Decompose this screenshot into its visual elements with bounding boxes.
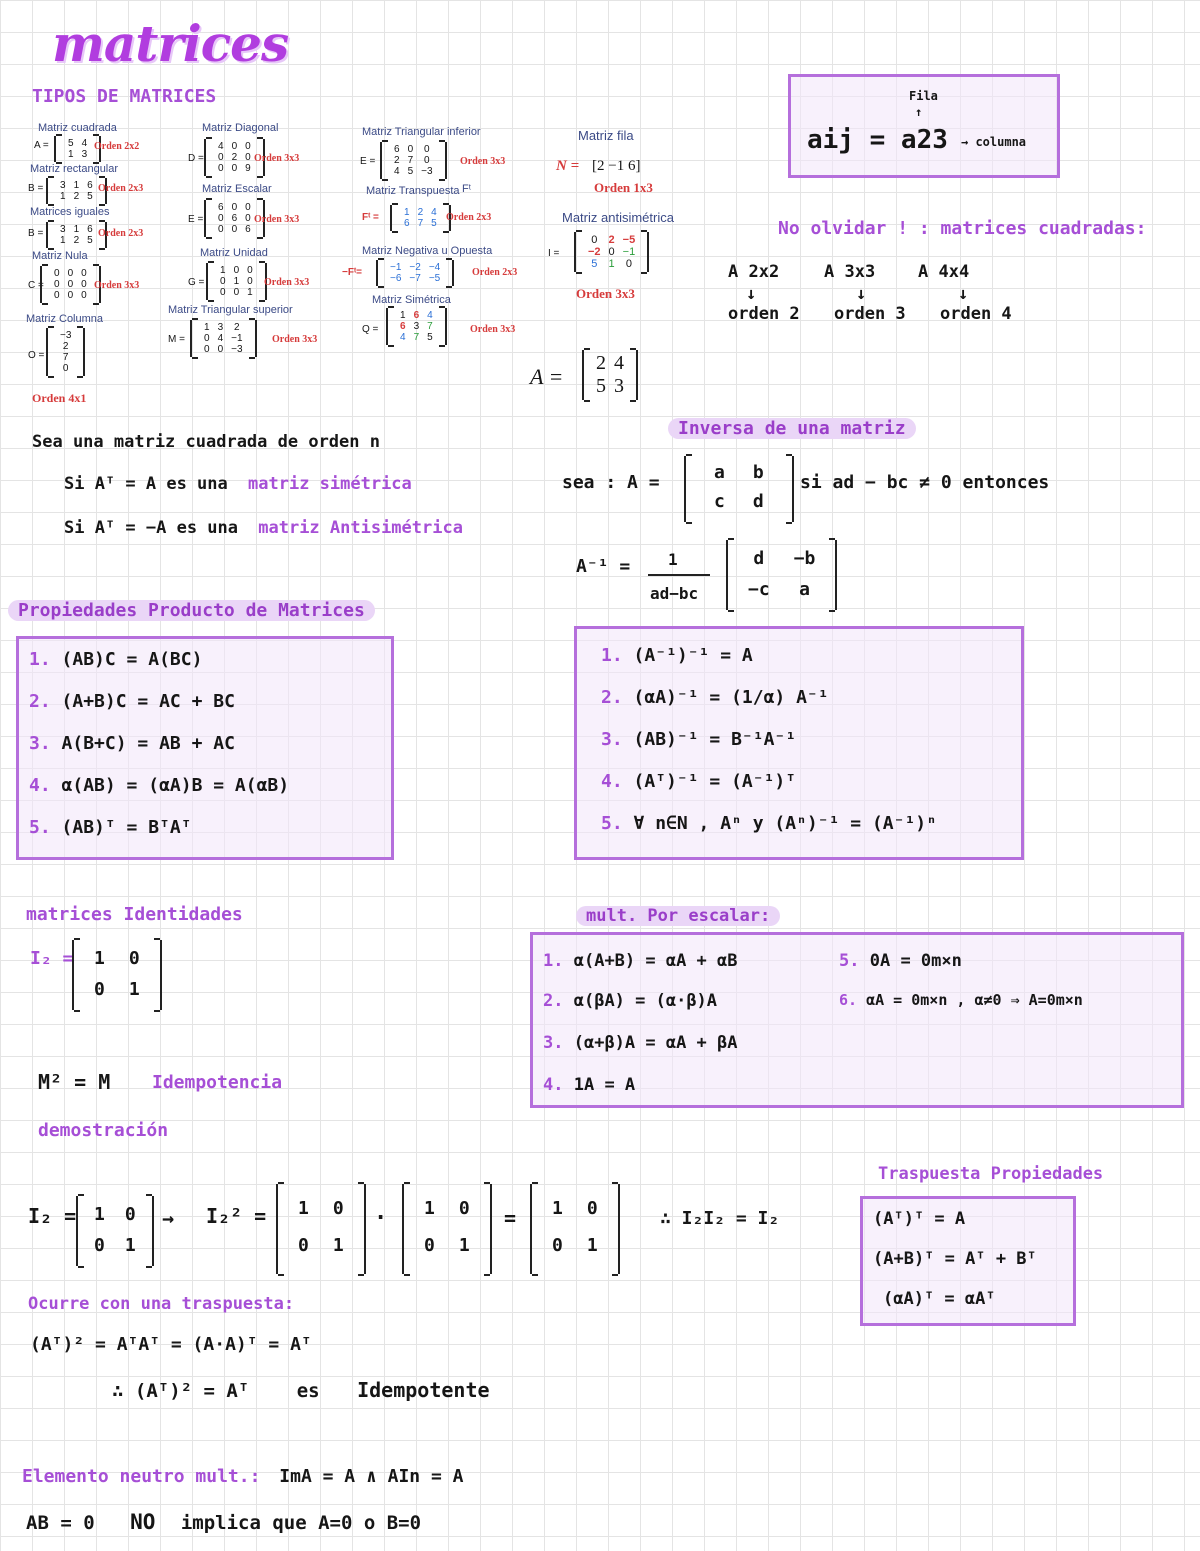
type-label-unidad: Matriz Unidad: [200, 247, 268, 259]
example-a-matrix: 2 4 5 3: [582, 350, 638, 400]
arrow-down-icon: ↓: [746, 284, 757, 304]
order-iguales: Orden 2x3: [98, 228, 144, 239]
inverse-sea: sea : A =: [562, 472, 660, 493]
order-tri-inf: Orden 3x3: [460, 156, 506, 167]
square-order-2: orden 2: [728, 304, 800, 324]
inverse-prop-1: 1. (A⁻¹)⁻¹ = A: [601, 645, 753, 666]
demo-equals: =: [504, 1206, 517, 1230]
type-name-antisimetrica: I =: [548, 248, 560, 259]
symmetric-line-3: [64, 518, 463, 538]
arrow-down-icon: ↓: [856, 284, 867, 304]
order-escalar: Orden 3x3: [254, 214, 300, 225]
matrix-escalar: 6 0 0 0 6 0 0 0 6: [204, 200, 265, 237]
square-order-4: orden 4: [940, 304, 1012, 324]
order-transpuesta: Orden 2x3: [446, 212, 492, 223]
matrix-iguales: 3 1 6 1 2 5: [46, 222, 107, 248]
neutral-element: [22, 1466, 464, 1487]
type-name-cuadrada: A =: [34, 140, 49, 151]
demo-label: demostración: [38, 1120, 169, 1141]
demo-i2: I₂ =: [28, 1204, 77, 1228]
matrix-negativa: −1 −2 −4 −6 −7 −5: [376, 260, 454, 286]
matrix-rectangular: 3 1 6 1 2 5: [46, 178, 107, 204]
fraction-bar: [648, 574, 710, 576]
demo-i2-squared: I₂² =: [206, 1204, 267, 1228]
type-name-simetrica: Q =: [362, 324, 379, 335]
symmetric-term: matriz simétrica: [248, 474, 412, 494]
type-label-escalar: Matriz Escalar: [202, 183, 272, 195]
product-prop-2: 2. (A+B)C = AC + BC: [29, 691, 235, 712]
matrix-columna: −3 2 7 0: [46, 328, 85, 376]
scalar-prop-1: 1. α(A+B) = αA + αB: [543, 951, 738, 971]
product-prop-5: 5. (AB)ᵀ = BᵀAᵀ: [29, 817, 192, 838]
square-order-3: orden 3: [834, 304, 906, 324]
type-name-rectangular: B =: [28, 183, 44, 194]
type-name-transpuesta: Fᵗ =: [362, 212, 379, 223]
inverse-ainv: A⁻¹ =: [576, 556, 631, 577]
inverse-prop-3: 3. (AB)⁻¹ = B⁻¹A⁻¹: [601, 729, 797, 750]
symmetric-line-3-text: Si Aᵀ = −A es una: [64, 518, 238, 538]
scalar-heading: mult. Por escalar:: [576, 906, 780, 926]
scalar-prop-3: 3. (α+β)A = αA + βA: [543, 1033, 738, 1053]
type-name-iguales: B =: [28, 228, 44, 239]
product-prop-4: 4. α(AB) = (αA)B = A(αB): [29, 775, 290, 796]
type-label-columna: Matriz Columna: [26, 313, 104, 325]
symmetric-line-1: Sea una matriz cuadrada de orden n: [32, 432, 380, 452]
symmetric-line-2-text: Si Aᵀ = A es una: [64, 474, 228, 494]
zero-product-note: AB = 0 NO implica que A=0 o B=0: [26, 1510, 422, 1534]
transpose-heading: Traspuesta Propiedades: [878, 1164, 1104, 1184]
inverse-adjugate: d −b −c a: [726, 540, 837, 610]
example-a-name: A =: [530, 364, 564, 389]
type-label-diagonal: Matriz Diagonal: [202, 122, 279, 134]
matrix-simetrica: 1 6 4 6 3 7 4 7 5: [386, 308, 447, 345]
demo-matrix-2: 1 0 0 1: [276, 1184, 366, 1274]
type-label-nula: Matriz Nula: [32, 250, 88, 262]
no-olvidar-note: No olvidar ! : matrices cuadradas:: [778, 218, 1147, 239]
inverse-prop-2: 2. (αA)⁻¹ = (1/α) A⁻¹: [601, 687, 829, 708]
neutral-expr: ImA = A ∧ AIn = A: [279, 1466, 464, 1487]
type-name-nula: C =: [28, 280, 44, 291]
types-heading: TIPOS DE MATRICES: [32, 86, 217, 107]
type-name-escalar: E =: [188, 214, 204, 225]
type-name-tri-inf: E =: [360, 156, 376, 167]
square-size-3: A 3x3: [824, 262, 876, 282]
type-label-tri-inf: Matriz Triangular inferior: [362, 126, 481, 138]
type-label-iguales: Matrices iguales: [30, 206, 110, 218]
inverse-denominator: ad−bc: [650, 584, 699, 603]
matrix-tri-sup: 1 3 2 0 4 −1 0 0 −3: [190, 320, 257, 357]
square-size-4: A 4x4: [918, 262, 970, 282]
transpose-prop-3: (αA)ᵀ = αAᵀ: [883, 1289, 996, 1309]
inverse-prop-4: 4. (Aᵀ)⁻¹ = (A⁻¹)ᵀ: [601, 771, 797, 792]
inverse-numerator: 1: [668, 550, 678, 569]
identity-matrix: 1 0 0 1: [72, 940, 162, 1010]
order-antisimetrica: Orden 3x3: [576, 286, 635, 301]
type-name-columna: O =: [28, 350, 45, 361]
type-label-transpuesta: Matriz Transpuesta: [366, 185, 460, 197]
order-rectangular: Orden 2x3: [98, 183, 144, 194]
matrix-fila: [2 −1 6]: [592, 158, 641, 174]
index-expr: aij = a23: [807, 125, 948, 155]
inverse-condition: si ad − bc ≠ 0 entonces: [800, 472, 1050, 493]
type-name-diagonal: D =: [188, 153, 204, 164]
identity-name: I₂ =: [30, 948, 74, 969]
neutral-heading: Elemento neutro mult.:: [22, 1466, 261, 1487]
with-transpose-line-2: ∴ (Aᵀ)² = Aᵀ es Idempotente: [112, 1378, 490, 1402]
type-name-negativa: −Fᵗ=: [342, 267, 362, 278]
type-label-antisimetrica: Matriz antisimétrica: [562, 210, 674, 225]
idempotent-label: Idempotencia: [152, 1072, 283, 1093]
type-label-negativa: Matriz Negativa u Opuesta: [362, 245, 493, 257]
transpose-prop-2: (A+B)ᵀ = Aᵀ + Bᵀ: [873, 1249, 1037, 1269]
product-props-heading: Propiedades Producto de Matrices: [8, 600, 375, 621]
product-prop-3: 3. A(B+C) = AB + AC: [29, 733, 235, 754]
type-name-tri-sup: M =: [168, 334, 185, 345]
antisymmetric-term: matriz Antisimétrica: [258, 518, 463, 538]
index-columna: → columna: [961, 135, 1027, 149]
matrix-transpuesta: 1 2 4 6 7 5: [390, 205, 451, 231]
scalar-prop-6: 6. αA = 0m×n , α≠0 ⇒ A=0m×n: [839, 991, 1083, 1009]
matrix-tri-inf: 6 0 0 2 7 0 4 5 −3: [380, 142, 447, 179]
index-box: [788, 74, 1060, 178]
order-diagonal: Orden 3x3: [254, 153, 300, 164]
demo-matrix-4: 1 0 0 1: [530, 1184, 620, 1274]
inverse-props-box: [574, 626, 1024, 860]
type-label-fila: Matriz fila: [578, 128, 634, 143]
arrow-down-icon: ↓: [958, 284, 969, 304]
order-unidad: Orden 3x3: [264, 277, 310, 288]
demo-matrix-3: 1 0 0 1: [402, 1184, 492, 1274]
type-sup-transpuesta: Fᵗ: [462, 183, 472, 195]
identity-heading: matrices Identidades: [26, 904, 243, 925]
order-simetrica: Orden 3x3: [470, 324, 516, 335]
scalar-prop-5: 5. 0A = 0m×n: [839, 951, 962, 971]
type-name-fila: N =: [556, 158, 580, 174]
demo-dot: ·: [374, 1206, 388, 1231]
type-label-rectangular: Matriz rectangular: [30, 163, 119, 175]
index-fila: Fila: [909, 89, 938, 103]
order-negativa: Orden 2x3: [472, 267, 518, 278]
order-tri-sup: Orden 3x3: [272, 334, 318, 345]
arrow-right-icon: →: [162, 1206, 175, 1230]
matrix-diagonal: 4 0 0 0 2 0 0 0 9: [204, 139, 265, 176]
order-columna: Orden 4x1: [32, 391, 87, 405]
with-transpose-heading: Ocurre con una traspuesta:: [28, 1294, 295, 1314]
index-arrow: ↑: [915, 105, 923, 119]
with-transpose-line-1: (Aᵀ)² = AᵀAᵀ = (A·A)ᵀ = Aᵀ: [30, 1334, 312, 1355]
scalar-box: [530, 932, 1184, 1108]
type-name-unidad: G =: [188, 277, 205, 288]
order-fila: Orden 1x3: [594, 180, 653, 195]
demo-matrix-1: 1 0 0 1: [76, 1196, 154, 1266]
matrix-nula: 0 0 0 0 0 0 0 0 0: [40, 266, 101, 303]
page-title: matrices: [52, 14, 289, 73]
type-label-cuadrada: Matriz cuadrada: [38, 122, 117, 134]
symmetric-line-2: [64, 474, 412, 494]
matrix-unidad: 1 0 0 0 1 0 0 0 1: [206, 263, 267, 300]
product-props-box: [16, 636, 394, 860]
order-cuadrada: Orden 2x2: [94, 141, 140, 152]
transpose-prop-1: (Aᵀ)ᵀ = A: [873, 1209, 966, 1229]
type-label-simetrica: Matriz Simétrica: [372, 294, 451, 306]
scalar-prop-4: 4. 1A = A: [543, 1075, 636, 1095]
product-prop-1: 1. (AB)C = A(BC): [29, 649, 203, 670]
matrix-antisimetrica: 0 2 −5 −2 0 −1 5 1 0: [574, 232, 649, 272]
order-nula: Orden 3x3: [94, 280, 140, 291]
square-size-2: A 2x2: [728, 262, 780, 282]
scalar-prop-2: 2. α(βA) = (α·β)A: [543, 991, 718, 1011]
type-label-tri-sup: Matriz Triangular superior: [168, 304, 293, 316]
inverse-prop-5: 5. ∀ n∈N , Aⁿ y (Aⁿ)⁻¹ = (A⁻¹)ⁿ: [601, 813, 937, 834]
transpose-box: [860, 1196, 1076, 1326]
inverse-matrix-a: a b c d: [684, 456, 794, 522]
inverse-heading: Inversa de una matriz: [668, 418, 916, 439]
demo-result: ∴ I₂I₂ = I₂: [660, 1208, 780, 1229]
matrix-cuadrada: 5 4 1 3: [54, 136, 101, 162]
idempotent-expr: M² = M: [38, 1070, 111, 1094]
